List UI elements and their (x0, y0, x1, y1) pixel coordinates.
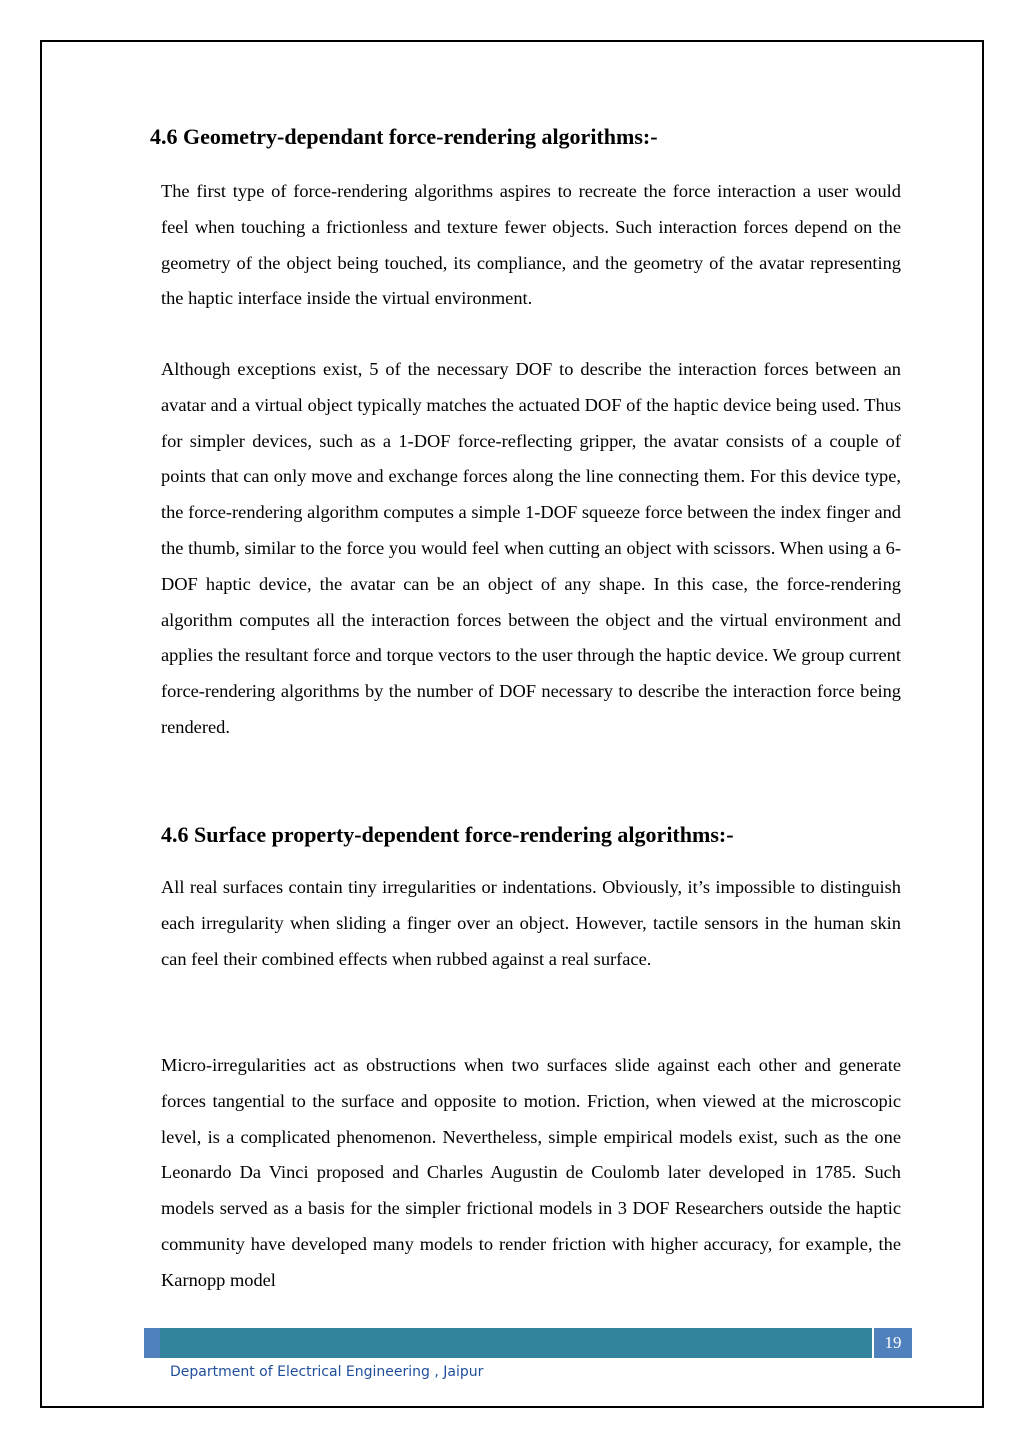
paragraph-geometry-intro: The first type of force-rendering algorithms aspires to recreate the force interaction a user would feel when touching a frictionless and texture fewer objects. Such interaction forces depend on the geometry of the object being touched, its compliance, and the geometry of the avatar representing the haptic interface inside the virtual environment. (161, 181, 901, 309)
footer-department: Department of Electrical Engineering , Jaipur (170, 1364, 484, 1380)
paragraph-surface-intro: All real surfaces contain tiny irregularities or indentations. Obviously, it’s impossible to distinguish each irregularity when sliding a finger over an object. However, tactile sensors in the human skin can feel their combined effects when rubbed against a real surface. (161, 877, 901, 969)
page-number: 19 (874, 1328, 912, 1358)
footer-bar (144, 1328, 872, 1358)
footer-bar-accent (144, 1328, 160, 1358)
section-heading-geometry: 4.6 Geometry-dependant force-rendering algorithms:- (150, 124, 658, 149)
section-heading-surface: 4.6 Surface property-dependent force-rendering algorithms:- (161, 822, 734, 847)
paragraph-geometry-dof: Although exceptions exist, 5 of the necessary DOF to describe the interaction forces between an avatar and a virtual object typically matches the actuated DOF of the haptic device being used. Thus for simpler devices, such as a 1-DOF force-reflecting gripper, the avatar consists of a couple of points that can only move and exchange forces along the line connecting them. For this device type, the force-rendering algorithm computes a simple 1-DOF squeeze force between the index finger and the thumb, similar to the force you would feel when cutting an object with scissors. When using a 6-DOF haptic device, the avatar can be an object of any shape. In this case, the force-rendering algorithm computes all the interaction forces between the object and the virtual environment and applies the resultant force and torque vectors to the user through the haptic device. We group current force-rendering algorithms by the number of DOF necessary to describe the interaction force being rendered. (161, 359, 901, 737)
paragraph-surface-friction: Micro-irregularities act as obstructions when two surfaces slide against each other and generate forces tangential to the surface and opposite to motion. Friction, when viewed at the microscopic level, is a complicated phenomenon. Nevertheless, simple empirical models exist, such as the one Leonardo Da Vinci proposed and Charles Augustin de Coulomb later developed in 1785. Such models served as a basis for the simpler frictional models in 3 DOF Researchers outside the haptic community have developed many models to render friction with higher accuracy, for example, the Karnopp model (161, 1055, 901, 1290)
